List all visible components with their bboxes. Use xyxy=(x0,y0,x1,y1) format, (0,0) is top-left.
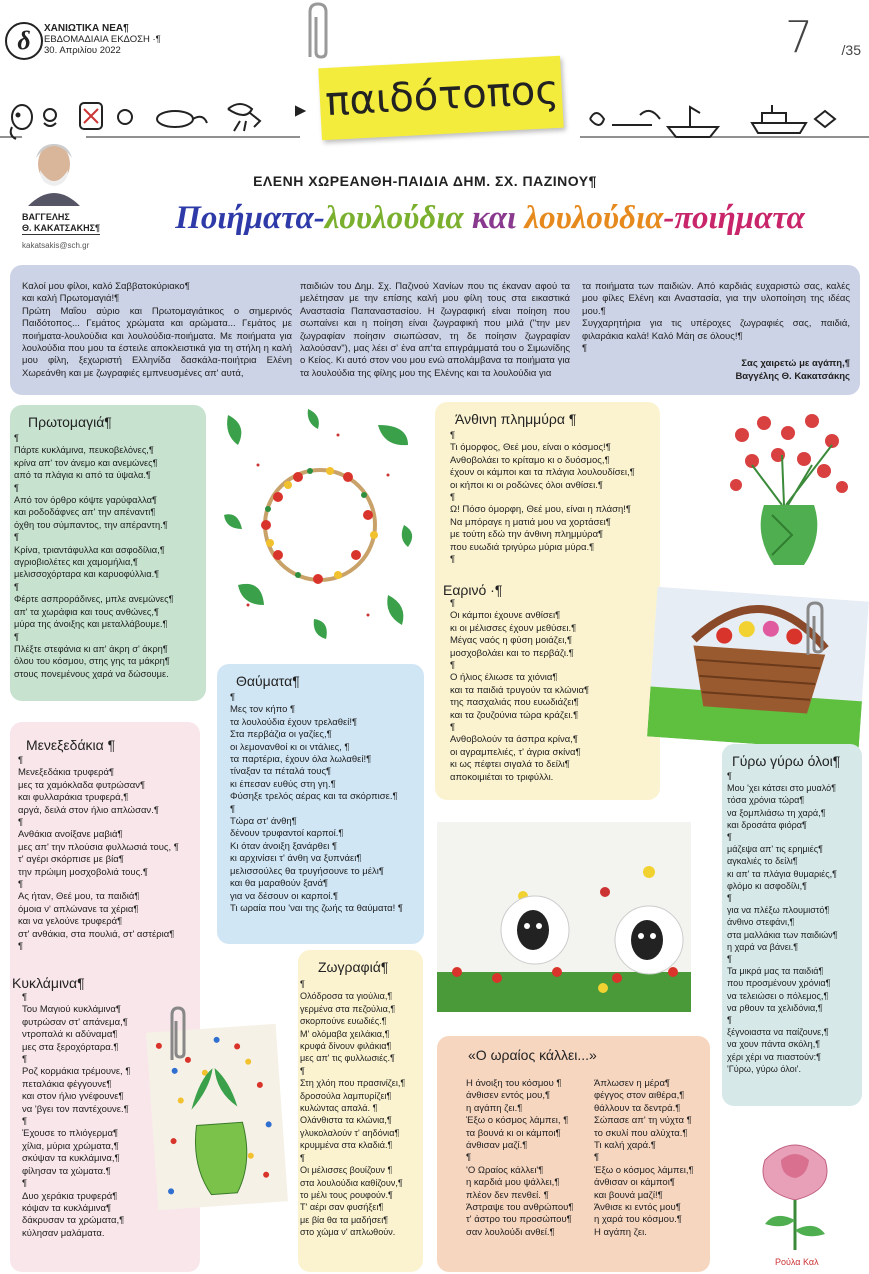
mouse-body-doodle-icon xyxy=(157,111,193,127)
bird-head-icon xyxy=(296,107,304,115)
page-total: /35 xyxy=(841,42,861,58)
poem-text-menexedakia: ¶ Μενεξεδάκια τρυφερά¶ μες τα χαμόκλαδα φυτρώσαν¶ και φυλλαράκια τρυφερά,¶ αργά, δειλά στον ήλιο απλώσαν.¶ ¶ Ανθάκια ανοίξανε μαβιά¶ μες απ' την πλούσια φυλλωσιά τους, ¶ τ' αγέρι σκόρπισε με βία¶ την πρώιμη μοσχοβολιά τους.¶ ¶ Ας ήταν, Θεέ μου, τα παιδιά¶ όμοια ν' απλώνανε τα χέρια¶ και να γελούνε τρυφερά¶ στ' ανθάκια, στα πουλιά, στ' αστέρια¶ ¶ xyxy=(18,755,179,953)
wreath-drawing xyxy=(218,405,423,645)
poem-text-oraios-right: Άπλωσεν η μέρα¶ φέγγος στον αιθέρα,¶ θάλλουν τα δεντρά.¶ Σώπασε απ' τη νύχτα ¶ το σκυλί που αλύχτα.¶ Τι καλή χαρά.¶ ¶ Έξω ο κόσμος λάμπει,¶ άνθισαν οι κάμποι¶ και βουνά μαζί!¶ Άνθισε κι εντός μου¶ η χαρά του κόσμου.¶ Η αγάπη ζει. xyxy=(594,1078,694,1238)
poem-text-anthini: ¶ Τι όμορφος, Θεέ μου, είναι ο κόσμος!¶ Ανθοβολάει το κρίταμο κι ο δυόσμος,¶ έχουν οι κάμποι και τα πλάγια λουλουδίσει,¶ οι κήποι κι οι ροδώνες όλοι ανθίσει.¶ ¶ Ω! Πόσο όμορφη, Θεέ μου, είναι η πλάση!¶ Να μπόραγε η ματιά μου να χορτάσει¶ με τούτη εδώ την άνθινη πλημμύρα¶ που ευωδιά τριγύρω μύρια μύρα.¶ ¶ xyxy=(450,430,635,566)
issue-date: 30. Απριλίου 2022 xyxy=(44,45,121,56)
boat-doodle-icon xyxy=(668,127,718,137)
signature-greeting: Σας χαιρετώ με αγάπη,¶ xyxy=(741,358,850,369)
paperclip-icon-3 xyxy=(165,1005,191,1065)
poem-text-kyklamina: ¶ Του Μαγιού κυκλάμινα¶ φυτρώσαν στ' απάνεμα,¶ ντροπαλά κι αδύναμα¶ μες στα ξεροχόρταρα.¶ ¶ Ροζ κορμάκια τρέμουνε, ¶ πεταλάκια φέγγουνε¶ και στον ήλιο γνέφουνε¶ να 'βγει τον παντέχουνε.¶ ¶ Έχουσε το πλιόγερμα¶ χίλια, μύρια χρώματα,¶ σκύψαν τα κυκλάμινα,¶ φίλησαν τα χώματα.¶ ¶ Δυο χεράκια τρυφερά¶ κόψαν τα κυκλάμινα¶ δάκρυσαν τα χρώματα,¶ κύλησαν μαλάματα. xyxy=(22,992,131,1239)
subtitle: ΕΛΕΝΗ ΧΩΡΕΑΝΘΗ-ΠΑΙΔΙΑ ΔΗΜ. ΣΧ. ΠΑΖΙΝΟΥ¶ xyxy=(253,173,597,189)
poem-title-kyklamina: Κυκλάμινα¶ xyxy=(12,975,85,991)
poem-title-anthini: Άνθινη πλημμύρα ¶ xyxy=(455,411,577,427)
headline xyxy=(120,196,860,240)
headline-part-6: ποιήματα xyxy=(674,200,805,236)
author-name xyxy=(22,212,100,235)
cat-doodle-icon xyxy=(118,110,132,124)
section-title: παιδότοπος xyxy=(324,66,560,126)
signature-name: Βαγγέλης Θ. Κακατσάκης xyxy=(735,371,850,382)
kite-doodle-icon xyxy=(815,111,835,127)
poem-title-zografia: Ζωγραφιά¶ xyxy=(318,959,389,975)
bird-doodle-icon xyxy=(228,104,252,115)
headline-part-2: λουλούδια xyxy=(324,200,464,236)
cat-sitting-icon xyxy=(590,113,604,125)
poem-text-protomagia: ¶ Πάρτε κυκλάμινα, πευκοβελόνες,¶ κρίνα απ' τον άνεμο και ανεμώνες¶ από τα πλάγια κι από τα ύψαλα.¶ ¶ Από τον όρθρο κόψτε γαρύφαλλα¶ και ροδοδάφνες απ' την απέναντι¶ όχθη του σύμπαντος, την απέραντη.¶ ¶ Κρίνα, τριαντάφυλλα και ασφοδίλια,¶ αγριοβιολέτες και χαμομήλια,¶ μελισσοχόρταρα και καρυοφύλλια.¶ ¶ Φέρτε ασπροράδινες, μπλε ανεμώνες¶ απ' τα χωράφια και τους ανθώνες,¶ μύρα της άνοιξης και μεταλλάβουμε.¶ ¶ Πλέξτε στεφάνια κι απ' άκρη σ' άκρη¶ όλου του κόσμου, στης γης τα μάκρη¶ στους πονεμένους χαρά να δώσουμε. xyxy=(14,433,174,679)
sheep-drawing xyxy=(437,822,691,1012)
poem-title-thaumata: Θαύματα¶ xyxy=(236,673,300,689)
edition-label: ΕΒΔΟΜΑΔΙΑΙΑ ΕΚΔΟΣΗ ·¶ xyxy=(44,34,161,45)
ship-doodle-icon xyxy=(752,123,806,133)
poem-text-earino: ¶ Οι κάμποι έχουνε ανθίσει¶ κι οι μέλισσες έχουν μεθύσει.¶ Μέγας ναός η φύση μοιάζει,¶ μοσχοβολάει και το περβάζι.¶ ¶ Ο ήλιος έλιωσε τα χιόνια¶ και τα παιδιά τρυγούν τα κλώνια¶ της πασχαλιάς που ευωδιάζει¶ και τα ζουζούνια τώρα κράζει.¶ ¶ Ανθοβολούν τα άσπρα κρίνα,¶ οι αγραμπελιές, τ' άγρια σκίνα¶ κι ως πέφτει σιγαλά το δείλι¶ αποκοιμιέται το τριφύλλι. xyxy=(450,598,590,783)
intro-column-2: παιδιών του Δημ. Σχ. Παζινού Χανίων που τις έκαναν αφού τα μελέτησαν με την επίσης καλή μου φίλη τους στα εικαστικά Αναστασία Παπαναστασίου. Η ζωγραφική είναι ποίηση που σωπαίνει και η ποίηση είναι ζωγραφική που μιλά ("την μεν ζωγραφίαν ποίησιν σιωπώσαν, τη δε ποίησιν ζωγραφίαν λαλούσαν"), μας λέει σ' ένα απ'τα επιγράμματά του ο Σιμωνίδης ο Κείος. Κι αυτό στον νου μου ενώ απολάμβανα τα ποιήματα για τα λουλούδια της φίλης μου της Ελένης και τα λουλούδια για xyxy=(300,281,570,379)
author-email: kakatsakis@sch.gr xyxy=(22,241,90,250)
fish-doodle-icon xyxy=(640,111,660,119)
headline-part-4: λουλούδια xyxy=(524,200,664,236)
author-first-name: ΒΑΓΓΕΛΗΣ xyxy=(22,212,70,222)
mouse-doodle-icon xyxy=(12,105,32,129)
headline-part-1: - xyxy=(313,200,325,236)
poem-title-menexedakia: Μενεξεδάκια ¶ xyxy=(26,737,116,753)
face-doodle-icon xyxy=(44,109,56,121)
paperclip-icon-2 xyxy=(800,600,830,660)
vase-drawing xyxy=(712,405,862,575)
art-signature: Ρούλα Καλ xyxy=(775,1257,819,1267)
newspaper-logo: δ xyxy=(5,22,43,60)
intro-column-3: τα ποιήματα των παιδιών. Από καρδιάς ευχαριστώ σας, καλές μου φίλες Ελένη και Αναστασία, για την υλοποίηση της ιδέας μου.¶ Συγχαρητήρια για τις υπέροχες ζωγραφιές σας, παιδιά, φιλαράκια καλά! Καλό Μάη σε όλους!¶ ¶ xyxy=(582,281,850,355)
poem-text-thaumata: ¶ Μες τον κήπο ¶ τα λουλούδια έχουν τρελαθεί!¶ Στα περβάζια οι γαζίες,¶ οι λεμονανθοί κι οι ντάλιες, ¶ τα παρτέρια, έχουν όλα λωλαθεί!¶ τίναξαν τα πέταλά τους¶ κι έπεσαν ευθύς στη γη.¶ Φύσηξε τρελός αέρας και τα σκόρπισε.¶ ¶ Τώρα στ' άνθη¶ δένουν τρυφαντοί καρποί.¶ Κι όταν άνοιξη ξανάρθει ¶ κι αρχινίσει τ' άνθη να ξυπνάει¶ μελισσούλες θα τρυγήσουνε το μέλι¶ και θα μαραθούν ξανά¶ για να δέσουν οι καρποί.¶ Τι ωραία που 'ναι της ζωής τα θαύματα! ¶ xyxy=(230,692,404,914)
intro-column-1: Καλοί μου φίλοι, καλό Σαββατοκύριακο¶ και καλή Πρωτομαγιά!¶ Πρώτη Μαΐου αύριο και Πρωτομαγιάτικος ο σημερινός Παιδότοπος... Γεμάτος χρώματα και αρώματα... Γεμάτος με ποιήματα-λουλούδια και λουλούδια-ποιήματα. Με ποιήματα για λουλούδια που μου τα έστειλε αποκλειστικά για τη στήλη η καλή μου φίλη, ξεχωριστή Ελληνίδα δασκάλα-ποιήτρια Ελένη Χωρεάνθη και με ζωγραφιές εμπνευσμένες απ' αυτά, xyxy=(22,281,292,379)
headline-part-0: Ποιήματα xyxy=(175,200,314,236)
poem-text-gyro: ¶ Μου 'χει κάτσει στο μυαλό¶ τόσα χρόνια τώρα¶ να ξομπλιάσω τη χαρά,¶ και δροσάτα φιόρα¶ ¶ μάζεψα απ' τις ερημιές¶ αγκαλιές το δείλι¶ κι απ' τα πλάγια θυμαριές,¶ φλόμο κι ασφοδίλι,¶ ¶ για να πλέξω πλουμιστό¶ άνθινο στεφάνι,¶ στα μαλλάκια των παιδιών¶ η χαρά να βάνει.¶ ¶ Τα μικρά μας τα παιδιά¶ που προσμένουν χρόνια¶ να τελειώσει ο πόλεμος,¶ να ρθουν τα χελιδόνια,¶ ¶ ξέγνοιαστα να παίζουνε,¶ να χουν πάντα σκόλη,¶ χέρι χέρι να πιαστούν:¶ 'Γύρω, γύρω όλοι'. xyxy=(727,771,838,1074)
poem-title-oraios: «Ο ωραίος κάλλει...» xyxy=(468,1047,597,1063)
headline-part-3: και xyxy=(463,200,525,236)
basket-drawing xyxy=(647,587,869,751)
poem-text-oraios-left: Η άνοιξη του κόσμου ¶ άνθισεν εντός μου,¶ η αγάπη ζει.¶ Έξω ο κόσμος λάμπει, ¶ τα βουνά κι οι κάμποι¶ άνθισαν μαζί.¶ ¶ 'Ο Ωραίος κάλλει'¶ η καρδιά μου ψάλλει,¶ πλέον δεν πενθεί. ¶ Άστραψε του ανθρώπου¶ τ' άστρο του προσώπου¶ σαν λουλούδι ανθεί.¶ xyxy=(466,1078,574,1238)
poem-title-protomagia: Πρωτομαγιά¶ xyxy=(28,414,112,430)
page-number: 7 xyxy=(785,12,813,63)
newspaper-name: ΧΑΝΙΩΤΙΚΑ ΝΕΑ¶ xyxy=(44,23,129,34)
poem-text-zografia: ¶ Ολόδροσα τα γιούλια,¶ γερμένα στα πεζούλια,¶ σκορπούνε ευωδιές.¶ Μ' ολόμαβα χειλάκια,¶ κρυφά δίνουν φιλάκια¶ μες απ' τις φυλλωσιές.¶ ¶ Στη χλόη που πρασινίζει,¶ δροσούλα λαμπυρίζει¶ κυλώντας απαλά. ¶ Ολάνθιστα τα κλώνια,¶ γλυκολαλούν τ' αηδόνια¶ κρυμμένα στα κλαδιά.¶ ¶ Οι μέλισσες βουίζουν ¶ στα λουλούδια καθίζουν,¶ το μέλι τους ρουφούν.¶ Τ' αέρι σαν φυσήξει¶ με βία θα τα μαδήσει¶ στο χώμα ν' απλωθούν. xyxy=(300,979,406,1238)
poem-title-earino: Εαρινό ·¶ xyxy=(443,582,503,598)
author-photo xyxy=(22,136,86,206)
poem-title-gyro: Γύρω γύρω όλοι¶ xyxy=(732,753,841,769)
author-last-name: Θ. ΚΑΚΑΤΣΑΚΗΣ¶ xyxy=(22,223,101,233)
rose-drawing xyxy=(725,1120,863,1270)
headline-part-5: - xyxy=(663,200,675,236)
paperclip-icon xyxy=(290,2,350,62)
